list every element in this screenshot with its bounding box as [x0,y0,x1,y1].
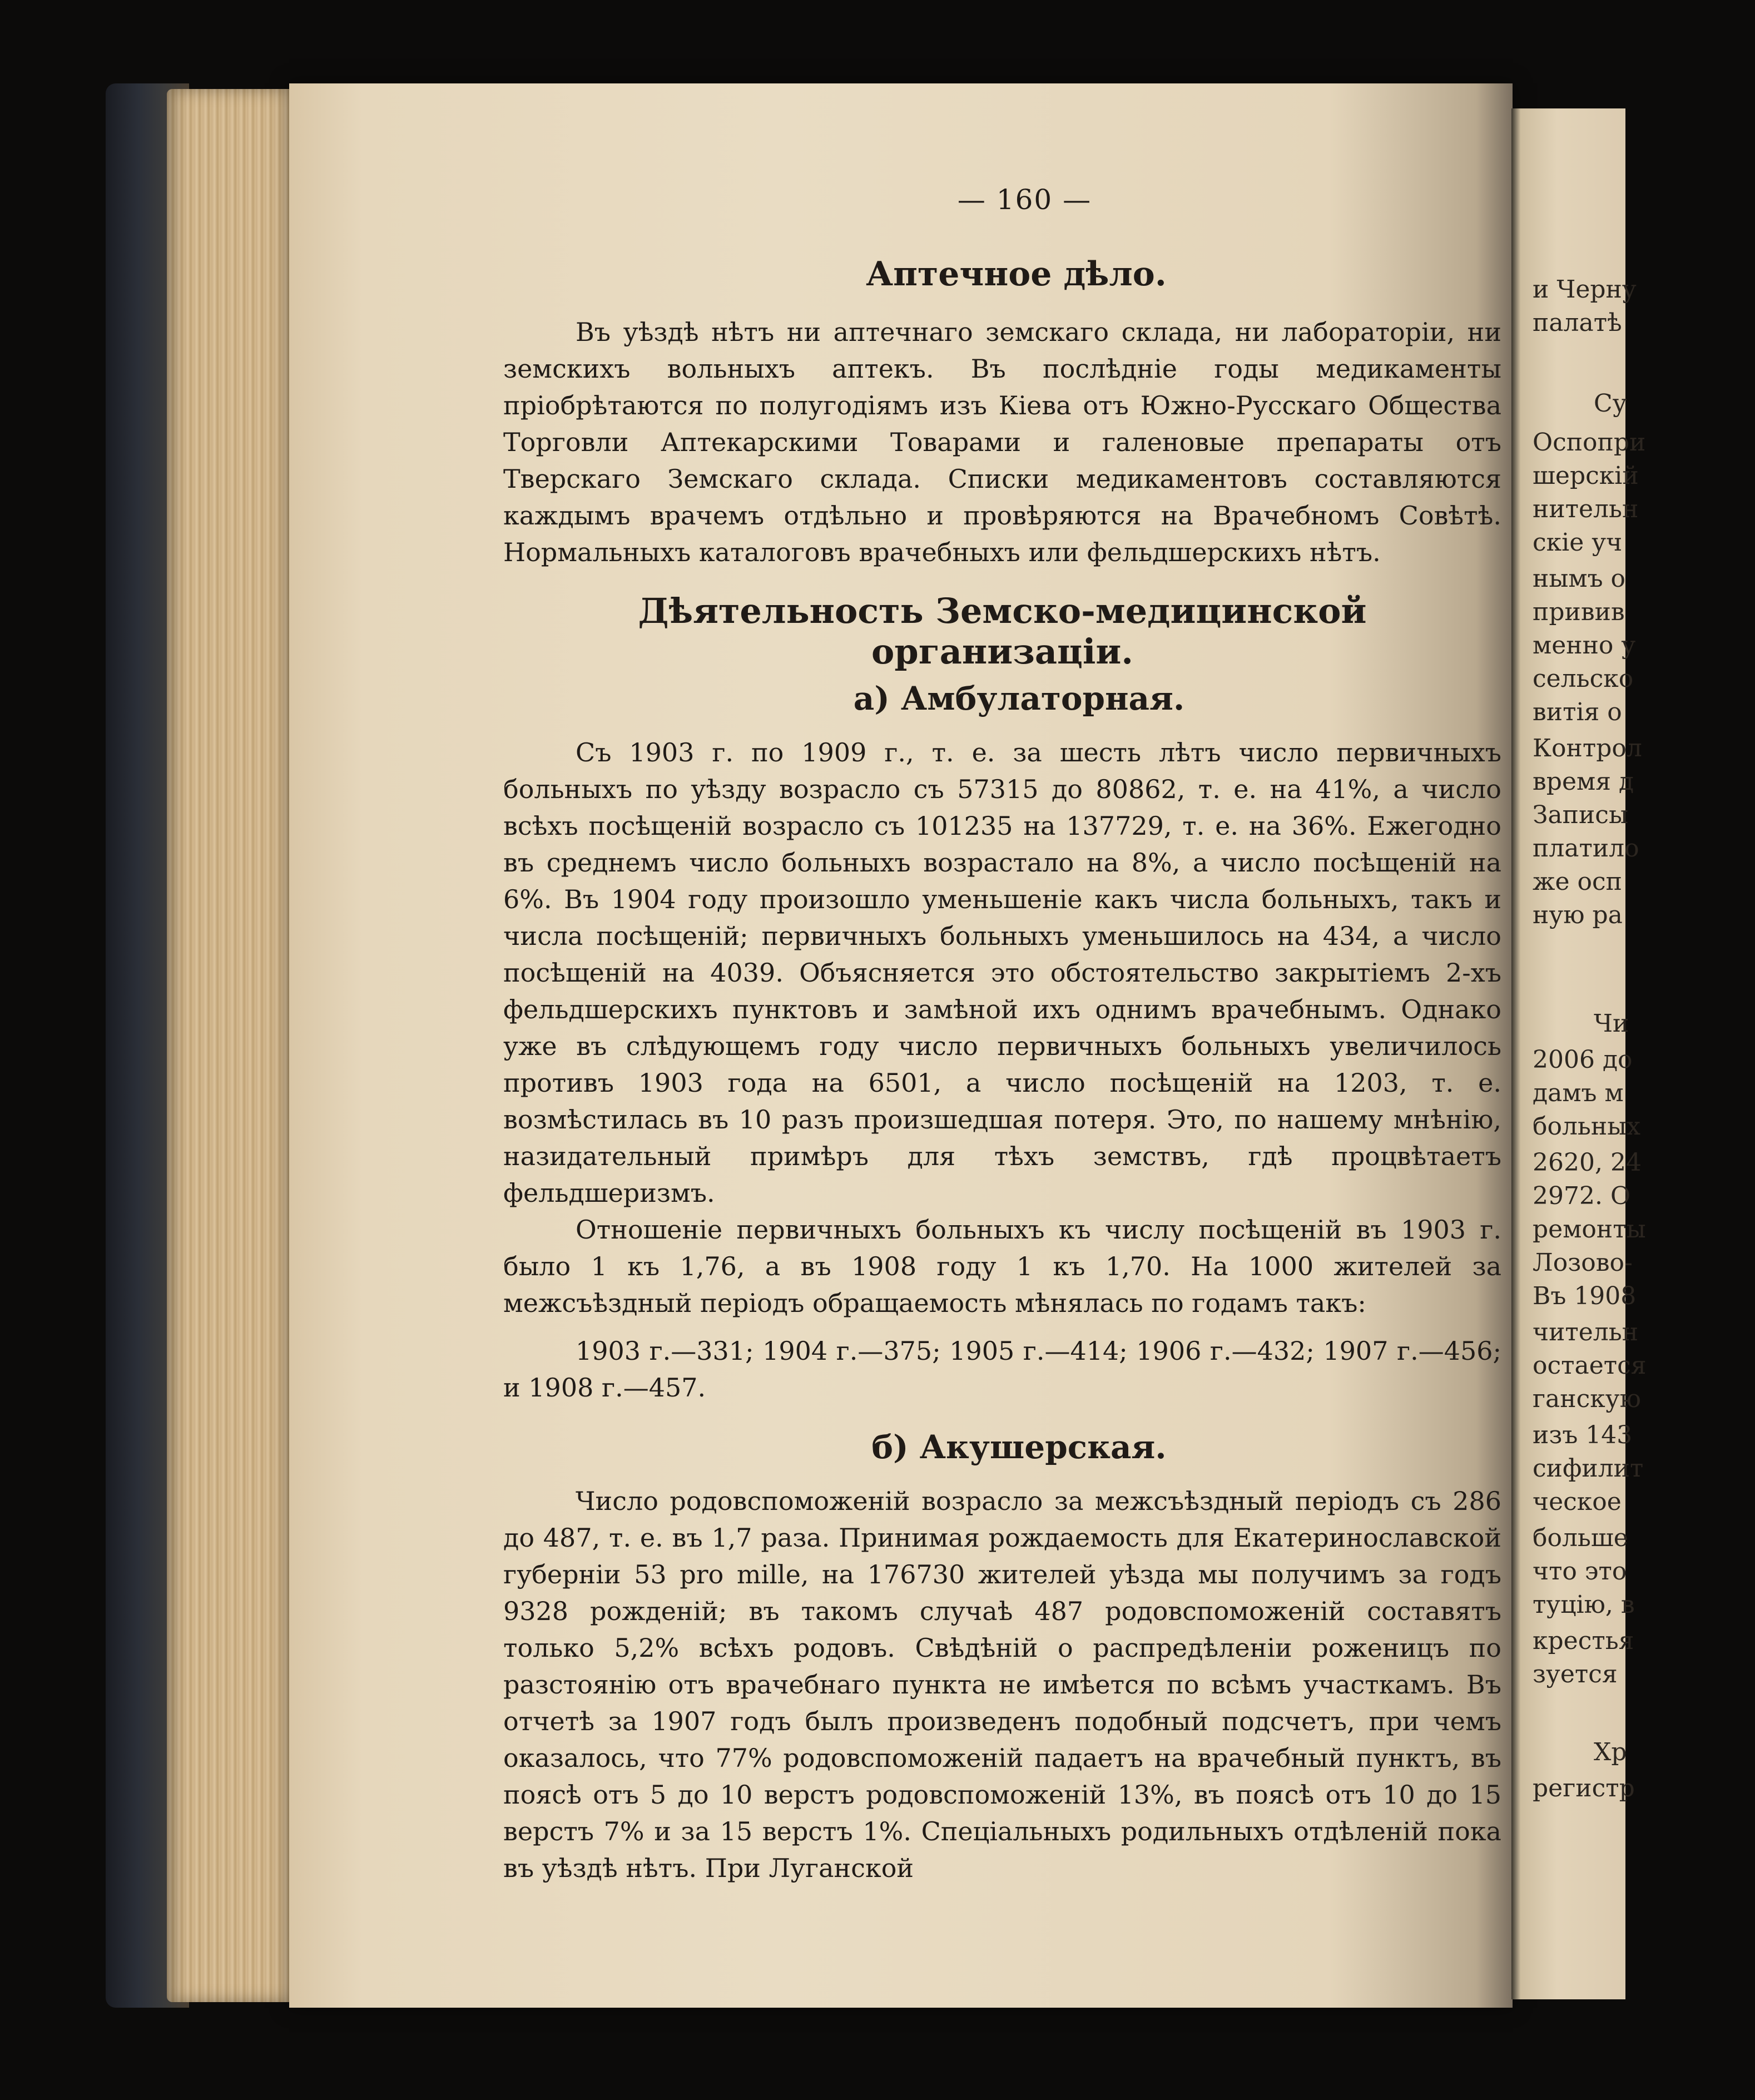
next-page-line: ную ра [1533,901,1623,929]
next-page-line: время д [1533,767,1634,796]
next-page-line: Въ 1908 [1533,1282,1637,1310]
next-page-line: туцію, в [1533,1591,1635,1619]
heading-activity: Дѣятельность Земско-медицинской организаціи. [638,591,1367,672]
next-page-line: Лозово- [1533,1249,1633,1277]
paragraph-ambulatory-3: 1903 г.—331; 1904 г.—375; 1905 г.—414; 1906 г.—432; 1907 г.—456; и 1908 г.—457. [503,1336,1501,1403]
next-page-fragment [1511,108,1647,1999]
next-page-line: витія о [1533,698,1622,726]
next-page-line: нительн [1533,495,1639,523]
next-page-line: крестья [1533,1627,1634,1655]
next-page-line: шерскій [1533,462,1639,490]
subheading-ambulatory: а) Амбулаторная. [853,680,1185,717]
next-page-line: и Черну [1533,275,1637,304]
next-page-line: Хр [1594,1738,1627,1766]
next-page-line: Су [1594,389,1627,418]
next-page-line: изъ 143 [1533,1421,1633,1449]
next-page-line: Записы [1533,801,1628,829]
next-page-line: платило [1533,834,1639,863]
next-page-line: 2972. О [1533,1182,1631,1210]
next-page-line: 2620, 24 [1533,1148,1642,1177]
next-page-line: больных [1533,1112,1641,1141]
next-page-line: регистр [1533,1774,1635,1802]
heading-pharmacy: Аптечное дѣло. [866,255,1167,294]
paragraph-ambulatory-1: Съ 1903 г. по 1909 г., т. е. за шесть лѣтъ число первичныхъ больныхъ по уѣзду возрасло съ 57315 до 80862, т. е. на 41%, а число всѣхъ посѣщеній возрасло съ 101235 на 137729, т. е. на 36%. Ежегодно въ среднемъ число больныхъ возрастало на 8%, а число посѣщеній на 6%. Въ 1904 году произошло уменьшеніе какъ числа больныхъ, такъ и числа посѣщеній; первичныхъ больныхъ уменьшилось на 434, а число посѣщеній на 4039. Объясняется это обстоятельство закрытіемъ 2-хъ фельдшерскихъ пунктовъ и замѣной ихъ однимъ врачебнымъ. Однако уже въ слѣдующемъ году число первичныхъ больныхъ увеличилось противъ 1903 года на 6501, а число посѣщеній на 1203, т. е. возмѣстилась въ 10 разъ произшедшая потеря. Это, по нашему мнѣнію, назидательный примѣръ для тѣхъ земствъ, гдѣ процвѣтаетъ фельдшеризмъ. [503,737,1501,1208]
next-page-line: Чи [1594,1009,1629,1038]
next-page-line: привив [1533,598,1625,626]
next-page-line: 2006 до [1533,1046,1633,1074]
next-page-line: менно у [1533,631,1636,660]
page-number: — 160 — [957,184,1092,216]
next-page-line: чительн [1533,1318,1639,1346]
next-page-line: что это [1533,1557,1627,1586]
next-page-line: дамъ м [1533,1079,1624,1107]
next-page-line: зуется [1533,1660,1618,1688]
subheading-obstetric: б) Акушерская. [871,1428,1167,1466]
next-page-line: нымъ о [1533,564,1626,593]
next-page-line: ремонты [1533,1215,1646,1244]
next-page-line: больше [1533,1524,1628,1552]
next-page-line: сифилит [1533,1454,1644,1483]
next-page-line: Контрол [1533,734,1642,762]
paragraph-pharmacy: Въ уѣздѣ нѣтъ ни аптечнаго земскаго склада, ни лабораторіи, ни земскихъ вольныхъ аптекъ. Въ послѣдніе годы медикаменты пріобрѣтаются по полугодіямъ изъ Кіева отъ Южно-Русскаго Общества Торговли Аптекарскими Товарами и галеновые препараты отъ Тверскаго Земскаго склада. Списки медикаментовъ составляются каждымъ врачемъ отдѣльно и провѣряются на Врачебномъ Совѣтѣ. Нормальныхъ каталоговъ врачебныхъ или фельдшерскихъ нѣтъ. [503,317,1501,567]
next-page-line: Оспопри [1533,428,1646,457]
next-page-line: палатѣ [1533,309,1622,337]
page-edges [167,89,300,2002]
next-page-line: скіе уч [1533,528,1623,557]
paragraph-obstetric: Число родовспоможеній возрасло за межсъѣздный періодъ съ 286 до 487, т. е. въ 1,7 раза. Принимая рождаемость для Екатеринославской губерніи 53 pro mille, на 176730 жителей уѣзда мы получимъ за годъ 9328 рожденій; въ такомъ случаѣ 487 родовспоможеній составятъ только 5,2% всѣхъ родовъ. Свѣдѣній о распредѣленіи роженицъ по разстоянію отъ врачебнаго пункта не имѣется по всѣмъ участкамъ. Въ отчетѣ за 1907 годъ былъ произведенъ подобный подсчетъ, при чемъ оказалось, что 77% родовспоможеній падаетъ на врачебный пунктъ, въ поясѣ отъ 5 до 10 верстъ родовспоможеній 13%, въ поясѣ отъ 10 до 15 верстъ 7% и за 15 верстъ 1%. Спеціальныхъ родильныхъ отдѣленій пока въ уѣздѣ нѣтъ. При Луганской [503,1486,1501,1883]
next-page-line: ганскую [1533,1385,1641,1413]
next-page-line: сельско [1533,665,1634,693]
page-content [503,184,1501,1886]
next-page-line: остается [1533,1351,1647,1380]
next-page-line: же осп [1533,868,1622,896]
paragraph-ambulatory-2: Отношеніе первичныхъ больныхъ къ числу посѣщеній въ 1903 г. было 1 къ 1,76, а въ 1908 году 1 къ 1,70. На 1000 жителей за межсъѣздный періодъ обращаемость мѣнялась по годамъ такъ: [503,1215,1501,1318]
next-page-line: ческое [1533,1488,1622,1516]
